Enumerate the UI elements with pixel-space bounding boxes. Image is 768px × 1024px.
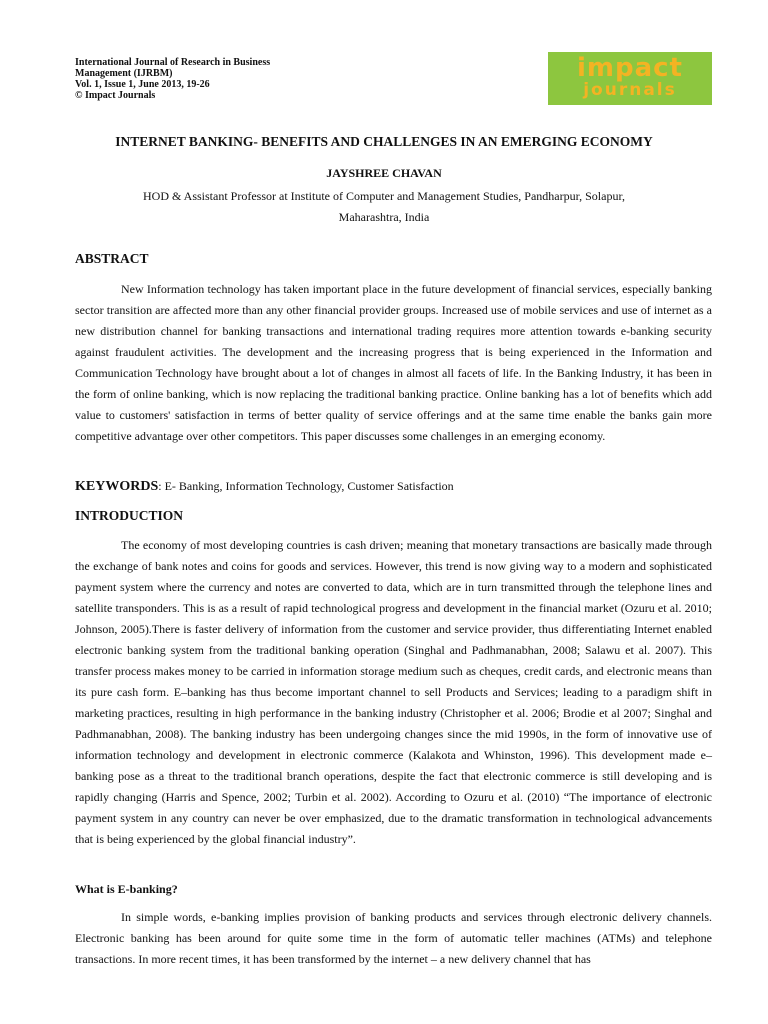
paper-title: INTERNET BANKING- BENEFITS AND CHALLENGES IN AN EMERGING ECONOMY xyxy=(115,134,653,149)
journal-info xyxy=(75,57,315,101)
ebanking-heading: What is E-banking? xyxy=(75,882,178,896)
affiliation-line2: Maharashtra, India xyxy=(338,210,430,224)
author-name: JAYSHREE CHAVAN xyxy=(326,166,442,180)
keywords xyxy=(75,476,712,497)
journal-name-line2: Management (IJRBM) xyxy=(75,68,173,79)
introduction-heading: INTRODUCTION xyxy=(75,508,184,523)
ebanking-text: In simple words, e-banking implies provision of banking products and services through electronic delivery channels. Electronic banking has been around for quite some time in the form of automatic teller machines (ATMs) and telephone transactions. In more recent times, it has been transformed by the internet – a new delivery channel that has xyxy=(75,910,712,966)
keywords-text: : E- Banking, Information Technology, Customer Satisfaction xyxy=(158,479,454,493)
journal-name-line1: International Journal of Research in Business xyxy=(75,57,271,68)
abstract-heading: ABSTRACT xyxy=(75,251,149,266)
introduction-text: The economy of most developing countries is cash driven; meaning that monetary transactions are basically made through the exchange of bank notes and coins for goods and services. However, this trend is now giving way to a modern and sophisticated payment system where the currency and notes are converted to data, which are in turn transmitted through the telephone lines and satellite transponders. This is as a result of rapid technological progress and development in the financial market (Ozuru et al. 2010; Johnson, 2005).There is faster delivery of information from the customer and service provider, thus differentiating Internet enabled electronic banking system from the traditional banking operation (Singhal and Padhmanabhan, 2008; Salawu et al. 2007). This transfer process makes money to be carried in information storage medium such as cheques, credit cards, and electronic means than its pure cash form. E–banking has thus become important channel to sell Products and Services; leading to a paradigm shift in marketing practices, resulting in high performance in the banking industry (Christopher et al. 2006; Brodie et al 2007; Singhal and Padhmanabhan, 2008). The banking industry has been undergoing changes since the mid 1990s, in the form of innovative use of information technology and development in electronic commerce (Kalakota and Whinston, 1996). This development made e–banking pose as a threat to the traditional branch operations, despite the fact that electronic commerce is still developing and is rapidly changing (Harris and Spence, 2002; Turbin et al. 2002). According to Ozuru et al. (2010) “The importance of electronic payment system in any country can never be over emphasized, due to the dramatic transformation in technological advancements that is being experienced by the global financial industry”. xyxy=(75,538,712,846)
impact-journals-logo xyxy=(548,52,712,105)
keywords-label: KEYWORDS xyxy=(75,479,159,494)
abstract-text: New Information technology has taken important place in the future development of financial services, especially banking sector transition are affected more than any other financial provider groups. Increased use of mobile services and use of internet as a new distribution channel for banking transactions and international trading requires more attention towards e-banking security against fraudulent activities. The development and the increasing progress that is being experienced in the Information and Communication Technology have brought about a lot of changes in almost all facets of life. In the Banking Industry, it has been in the form of online banking, which is now replacing the traditional banking practice. Online banking has a lot of benefits which add value to customers' satisfaction in terms of better quality of service offerings and at the same time enable the banks gain more competitive advantage over other competitors. This paper discusses some challenges in an emerging economy. xyxy=(75,282,712,443)
journal-issue: Vol. 1, Issue 1, June 2013, 19-26 xyxy=(75,79,210,90)
affiliation-line1: HOD & Assistant Professor at Institute of Computer and Management Studies, Pandharpur, Solapur, xyxy=(143,189,625,203)
journal-copyright: © Impact Journals xyxy=(75,90,156,101)
logo-bottom-text: journals xyxy=(583,80,677,100)
author-affiliation xyxy=(75,186,693,228)
logo-top-text: impact xyxy=(576,53,683,83)
